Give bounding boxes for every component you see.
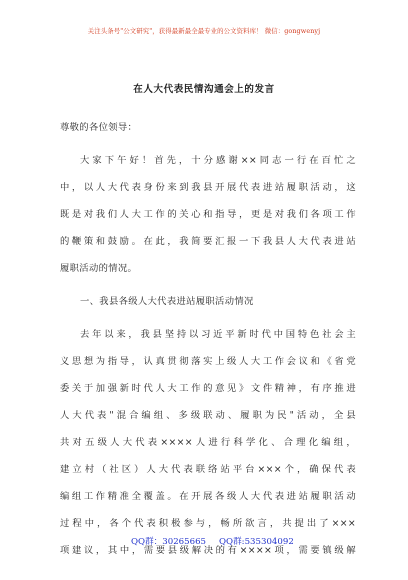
- paragraph-line: 的鞭策和鼓励。在此，我简要汇报一下我县人大代表进站: [60, 236, 356, 247]
- paragraph-line: 去年以来，我县坚持以习近平新时代中国特色社会主: [80, 329, 356, 340]
- paragraph-line: 人大代表"混合编组、多级联动、履职为民"活动，全县: [60, 410, 356, 421]
- section-heading: 一、我县各级人大代表进站履职活动情况: [80, 296, 254, 307]
- paragraph-line: 项建议，其中，需要县级解决的有××××项，需要镇级解: [60, 545, 356, 556]
- paragraph-line: 义思想为指导，认真贯彻落实上级人大工作会议和《省党: [60, 356, 356, 367]
- paragraph-line: 既是对我们人大工作的关心和指导，更是对我们各项工作: [60, 209, 356, 220]
- paragraph-line: 履职活动的情况。: [60, 263, 138, 274]
- paragraph-line: 共对五级人大代表××××人进行科学化、合理化编组，: [60, 437, 356, 448]
- paragraph-line: 建立村（社区）人大代表联络站平台×××个，确保代表: [60, 464, 356, 475]
- salutation: 尊敬的各位领导：: [60, 122, 138, 133]
- paragraph-line: 中，以人大代表身份来到我县开展代表进站履职活动，这: [60, 182, 356, 193]
- paragraph-line: 大家下午好！首先，十分感谢××同志一行在百忙之: [80, 155, 356, 166]
- footer-qq-group-1: QQ群：30265665: [131, 537, 207, 547]
- header-promo-note: 关注头条号"公文研究"，获得最新最全最专业的公文资料库！ 微信：gongwenyj: [87, 27, 321, 35]
- paragraph-line: 过程中，各个代表积极参与，畅所欲言，共提出了×××: [60, 518, 356, 529]
- footer-qq-group-2: QQ群:535304092: [219, 537, 294, 547]
- paragraph-line: 编组工作精准全覆盖。在开展各级人大代表进站履职活动: [60, 491, 356, 502]
- document-title: 在人大代表民情沟通会上的发言: [133, 84, 275, 95]
- paragraph-line: 委关于加强新时代人大工作的意见》文件精神，有序推进: [60, 383, 356, 394]
